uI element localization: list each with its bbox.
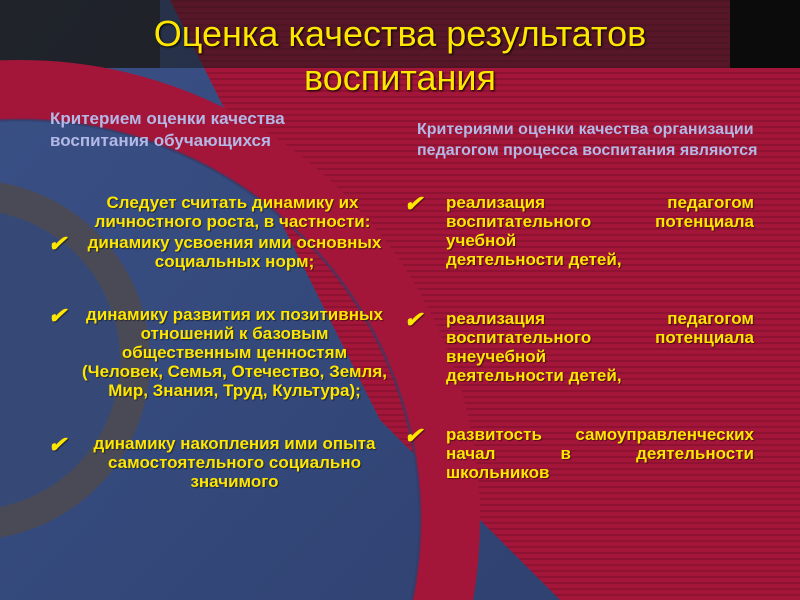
list-item — [398, 193, 754, 269]
list-item-text: динамику накопления ими опыта самостоятельного социально значимого — [93, 434, 376, 491]
list-item — [42, 233, 387, 271]
corner-block — [730, 0, 800, 68]
list-item-text-end: деятельности детей, — [446, 250, 622, 269]
checkmark-icon: ✔ — [48, 432, 67, 457]
list-item-text: реализация педагогом воспитательного потенциала учебной — [446, 193, 754, 250]
right-subheading: Критериями оценки качества организации педагогом процесса воспитания являются — [417, 121, 758, 159]
list-item — [42, 434, 387, 491]
list-item-text: динамику усвоения ими основных социальных норм; — [87, 233, 382, 271]
right-column — [398, 193, 754, 482]
list-item-text-end: деятельности детей, — [446, 366, 622, 385]
list-item-text: развитость самоуправленческих начал в деятельности — [446, 425, 754, 463]
left-column — [42, 193, 387, 491]
left-intro: Следует считать динамику их личностного роста, в частности: — [94, 193, 371, 231]
checkmark-icon: ✔ — [404, 191, 423, 216]
checkmark-icon: ✔ — [404, 307, 423, 332]
list-item — [398, 309, 754, 385]
list-item-text: динамику развития их позитивных отношений к базовым общественным ценностям (Человек, Семья, Отечество, Земля, Мир, Знания, Труд, Культура); — [82, 305, 387, 400]
left-criteria-list — [42, 233, 387, 491]
list-item — [398, 425, 754, 482]
checkmark-icon: ✔ — [48, 303, 67, 328]
list-item-text: реализация педагогом воспитательного потенциала внеучебной — [446, 309, 754, 366]
right-criteria-list — [398, 193, 754, 482]
list-item — [42, 305, 387, 400]
checkmark-icon: ✔ — [48, 231, 67, 256]
slide-title: Оценка качества результатов воспитания — [153, 13, 647, 98]
list-item-text-end: школьников — [446, 463, 550, 482]
checkmark-icon: ✔ — [404, 423, 423, 448]
left-subheading: Критерием оценки качества воспитания обучающихся — [50, 109, 285, 150]
